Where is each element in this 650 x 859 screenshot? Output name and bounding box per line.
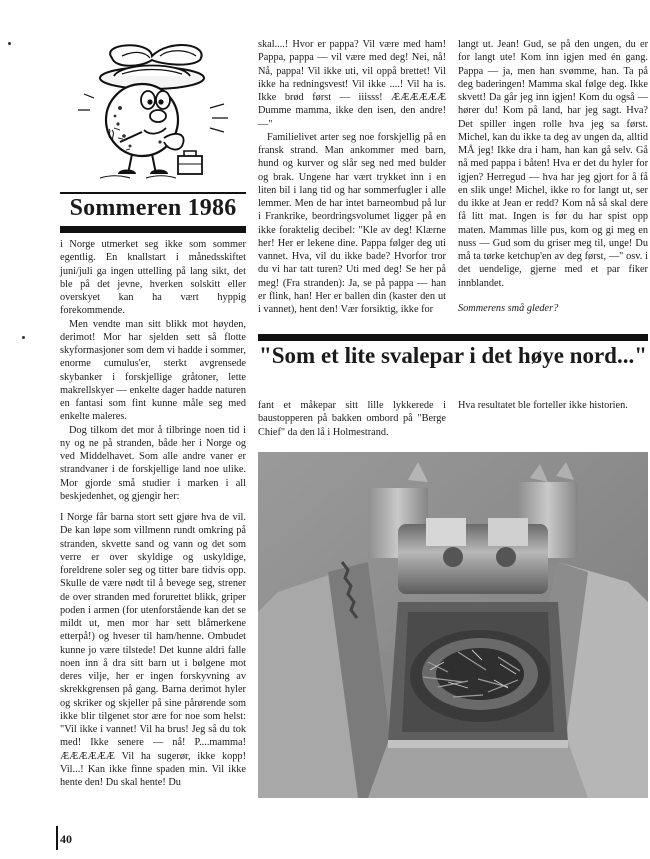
cartoon-illustration [60,38,246,186]
page-number-bar [56,826,58,850]
headline-rule-top [60,192,246,194]
article-column-2 [258,38,446,316]
paragraph: langt ut. Jean! Gud, se på den ungen, du er for langt ute! Kom inn igjen med én gang. Pappa — ja, men han svømme, han. Ta på deg baderingen! Mamma skal følge deg. Ikke skvett! Da går jeg inn igjen! Kom du også — hører du! Kom på land, har jeg sagt. Hva? Det spiller ingen rolle hva jeg sa først. Michel, kan du ikke ta deg av ungen da, alltid MÅ jeg! Ikke dra i ham, han kan gå selv. Gå nå med pappa i båten! Hva er det du hyler for igjen? Herregud — hva har jeg gjort for å få en slik unge! Michel, ikke ro for langt ut, ser du ikke at Jean er redd? Kom nå så skal dere få litt mat. Ingen is før du har spist opp maten. Mammas lille pus, kom og gi meg en nuss — Gud som du griser meg til, unge! Du må ta tørke ketchup'en av deg først, —" osv. i det uendelige, gjerne med et par fiker innblandet. [458,39,648,289]
article-column-3 [458,38,648,315]
paragraph: I Norge får barna stort sett gjøre hva de vil. De kan løpe som villmenn rundt omkring på stranden, skvette sand og vann og det som verre er over skyldige og uskyldige, foreldrene soler seg og titter bare tidvis opp. Skulle de være nødt til å bevege seg, strener de over stranden med forurettet blikk, griper poden i armen (for utenforstående kan det se mildt ut, men mor har sett blåmerkene etterpå!) og hveser til ham/henne. Ombudet kunne jo være tilstede! Det kunne aldri falle noen inn å dra sitt barn ut i bølgene mot deres vilje, her er ingen forskyvning av skrekkgrensen på gang. Barna derimot hyler og skriker og skjeller på sine pårørende som ikke blir tilgenet stor ære for noe som helst: "Vil ikke i vannet! Vil ha brus! Jeg så du tok med! Ikke senere — nå! P....mamma! ÆÆÆÆÆÆ Vil ha sugerør, ikke kopp! Vil...! Kan ikke finne spaden min. Vil ikke hente den! Du skal hente! Du [60,512,246,788]
paragraph: i Norge utmerket seg ikke som sommer egentlig. En knallstart i månedsskiftet juni/juli ga ingen uttelling på lang sikt, det ble på det jevne, hverken solskitt eller overskyet kan ha vært hyppig forekommende. [60,239,246,317]
article-2-text-left: fant et måkepar sitt lille lykkerede i baustopperen på bakken ombord på "Berge Chief" da den lå i Holmestrand. [258,400,446,438]
article-column-1 [60,238,246,789]
article-2-title: "Som et lite svalepar i det høye nord..." [259,343,647,368]
article-signature: Sommerens små gleder? [458,302,559,314]
paragraph: Dog tilkom det mor å tilbringe noen tid i ny og ne på stranden, både her i Norge og ved Middelhavet. Som alle andre vaner er strandvaner i de forskjellige land noe ulike. Mor gjorde små studier i marken i all beskjedenhet, og gjengir her: [60,424,246,502]
section-divider-rule [258,334,648,341]
article-headline-box [60,192,246,233]
article-2-text-right: Hva resultatet ble forteller ikke historien. [458,400,628,411]
paragraph: skal....! Hvor er pappa? Vil være med ham! Pappa, pappa — vil være med deg! Nei, nå! Nå, pappa! Vil ikke uti, vil oppå brettet! Vil ikke ha redningsvest! Vil ikke ....! Vil ha is. Ikke brød først — iiisss! ÆÆÆÆÆÆ Dumme mamma, ikke den isen, den andre! —" [258,39,446,130]
page-number: 40 [60,832,72,846]
article-title: Sommeren 1986 [69,195,237,221]
photo-nest-in-stopper [258,452,648,798]
margin-mark [22,336,25,339]
margin-mark [8,42,11,45]
paragraph: Men vendte man sitt blikk mot høyden, derimot! Mor har sjelden sett så flotte skyformasjoner som dem vi hadde i sommer, enorme cumulus'er, sterkt avgrensede skybanker i forskjellige gråtoner, lette makrellskyer — enkelte dager hadde naturen en fantasi som fint kunne måle seg med enkelte maleres. [60,318,246,423]
headline-rule-bottom [60,226,246,233]
paragraph: Familielivet arter seg noe forskjellig på en fransk strand. Man ankommer med barn, hund og kurver og slår seg ned med bulder og brak. Ungene har vært trykket inn i en liten bil i lang tid og har sommerfugler i alle lemmer. Men de har intet barneombud på lur i Frankrike, beordringsvolumet ligger på en ikke foraktelig decibel: "Kle av deg! Klærne her! Her er lekene dine. Pappa følger deg uti vannet. Hva, vil du ikke bade? Hvorfor tror du vi har tatt turen? Uti med deg! Se her på meg! (Fra stranden): Ja, se på pappa — han er flink, han! Her er ballen din (kaster den ut i vannet), hent den! Vær forsiktig, ikke for [258,131,446,315]
